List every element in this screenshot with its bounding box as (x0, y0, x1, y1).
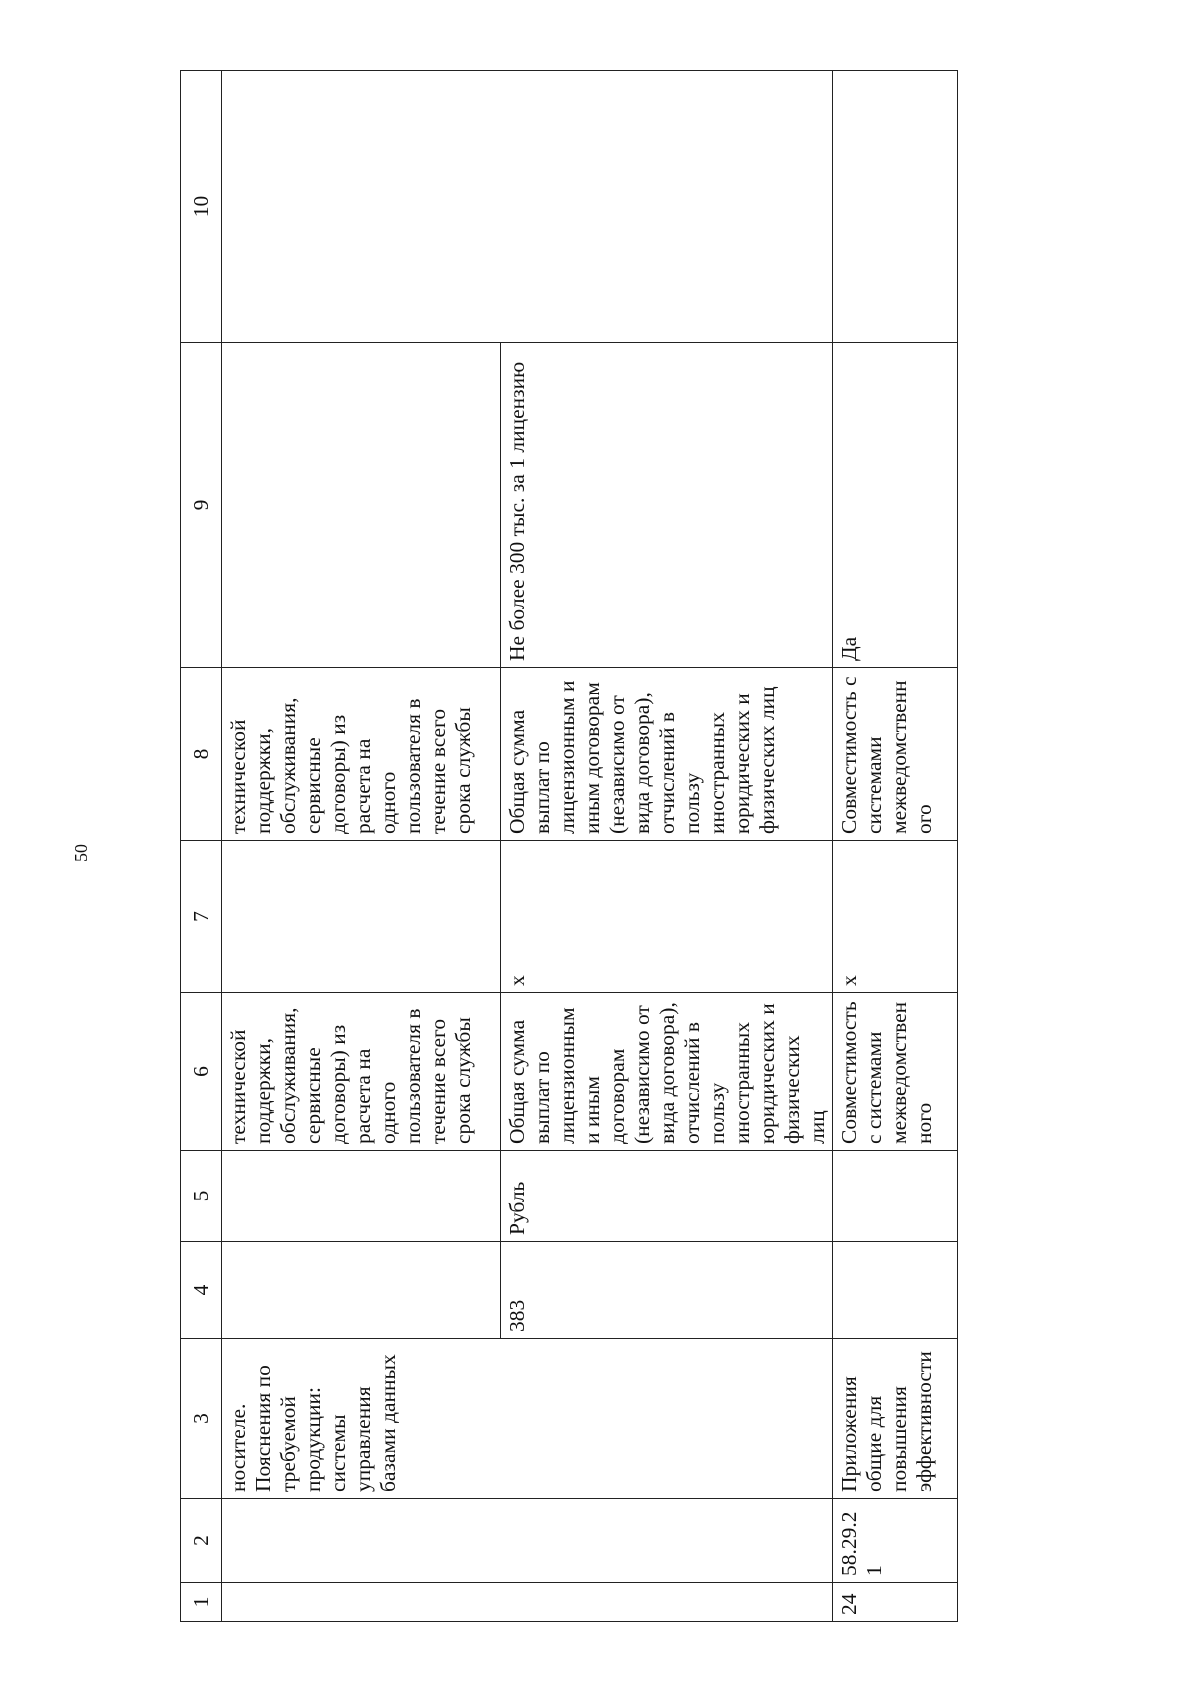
table-cell-col-5: Рубль (501, 1151, 833, 1242)
column-number-10: 10 (181, 71, 222, 343)
column-number-3: 3 (181, 1339, 222, 1499)
table-cell-col-2: 58.29.21 (833, 1499, 958, 1583)
table-row (222, 71, 501, 1622)
column-number-7: 7 (181, 841, 222, 993)
column-number-4: 4 (181, 1242, 222, 1339)
table-cell-col-6: Совместимость с системами межведомствен ного (833, 993, 958, 1151)
table-cell-col-1: 24 (833, 1583, 958, 1622)
table-cell-col-9: Не более 300 тыс. за 1 лицензию (501, 343, 833, 668)
table-row (501, 71, 833, 1622)
requirements-table (180, 70, 958, 1622)
table-cell-col-1 (501, 1583, 833, 1622)
table-cell-col-6: Общая сумма выплат по лицензионным и иным договорам (независимо от вида договора), отчислений в пользу иностранных юридических и физических лиц (501, 993, 833, 1151)
column-number-2: 2 (181, 1499, 222, 1583)
page-number: 50 (71, 844, 91, 862)
table-cell-col-10 (501, 71, 833, 343)
rotated-table-page (180, 71, 1035, 1622)
column-number-8: 8 (181, 668, 222, 841)
table-cell-col-4 (222, 1242, 501, 1339)
table-cell-col-3 (501, 1339, 833, 1499)
table-cell-col-8: Совместимость с системами межведомственн ого (833, 668, 958, 841)
column-number-9: 9 (181, 343, 222, 668)
table-row (833, 71, 958, 1622)
table-cell-col-7: х (501, 841, 833, 993)
table-cell-col-9: Да (833, 343, 958, 668)
table-cell-col-10 (833, 71, 958, 343)
table-cell-col-2 (501, 1499, 833, 1583)
column-number-6: 6 (181, 993, 222, 1151)
table-cell-col-5 (833, 1151, 958, 1242)
table-cell-col-8: технической поддержки, обслуживания, сервисные договоры) из расчета на одного пользователя в течение всего срока службы (222, 668, 501, 841)
table-cell-col-2 (222, 1499, 501, 1583)
table-cell-col-7 (222, 841, 501, 993)
table-cell-col-1 (222, 1583, 501, 1622)
table-cell-col-5 (222, 1151, 501, 1242)
table-cell-col-7: х (833, 841, 958, 993)
table-cell-col-6: технической поддержки, обслуживания, сервисные договоры) из расчета на одного пользователя в течение всего срока службы (222, 993, 501, 1151)
column-number-5: 5 (181, 1151, 222, 1242)
table-cell-col-3: носителе. Пояснения по требуемой продукции: системы управления базами данных (222, 1339, 501, 1499)
column-number-row (181, 71, 222, 1622)
table-cell-col-9 (222, 343, 501, 668)
column-number-1: 1 (181, 1583, 222, 1622)
table-cell-col-3: Приложения общие для повышения эффективности (833, 1339, 958, 1499)
table-cell-col-4 (833, 1242, 958, 1339)
table-cell-col-8: Общая сумма выплат по лицензионным и иным договорам (независимо от вида договора), отчислений в пользу иностранных юридических и физических лиц (501, 668, 833, 841)
table-cell-col-4: 383 (501, 1242, 833, 1339)
table-cell-col-10 (222, 71, 501, 343)
